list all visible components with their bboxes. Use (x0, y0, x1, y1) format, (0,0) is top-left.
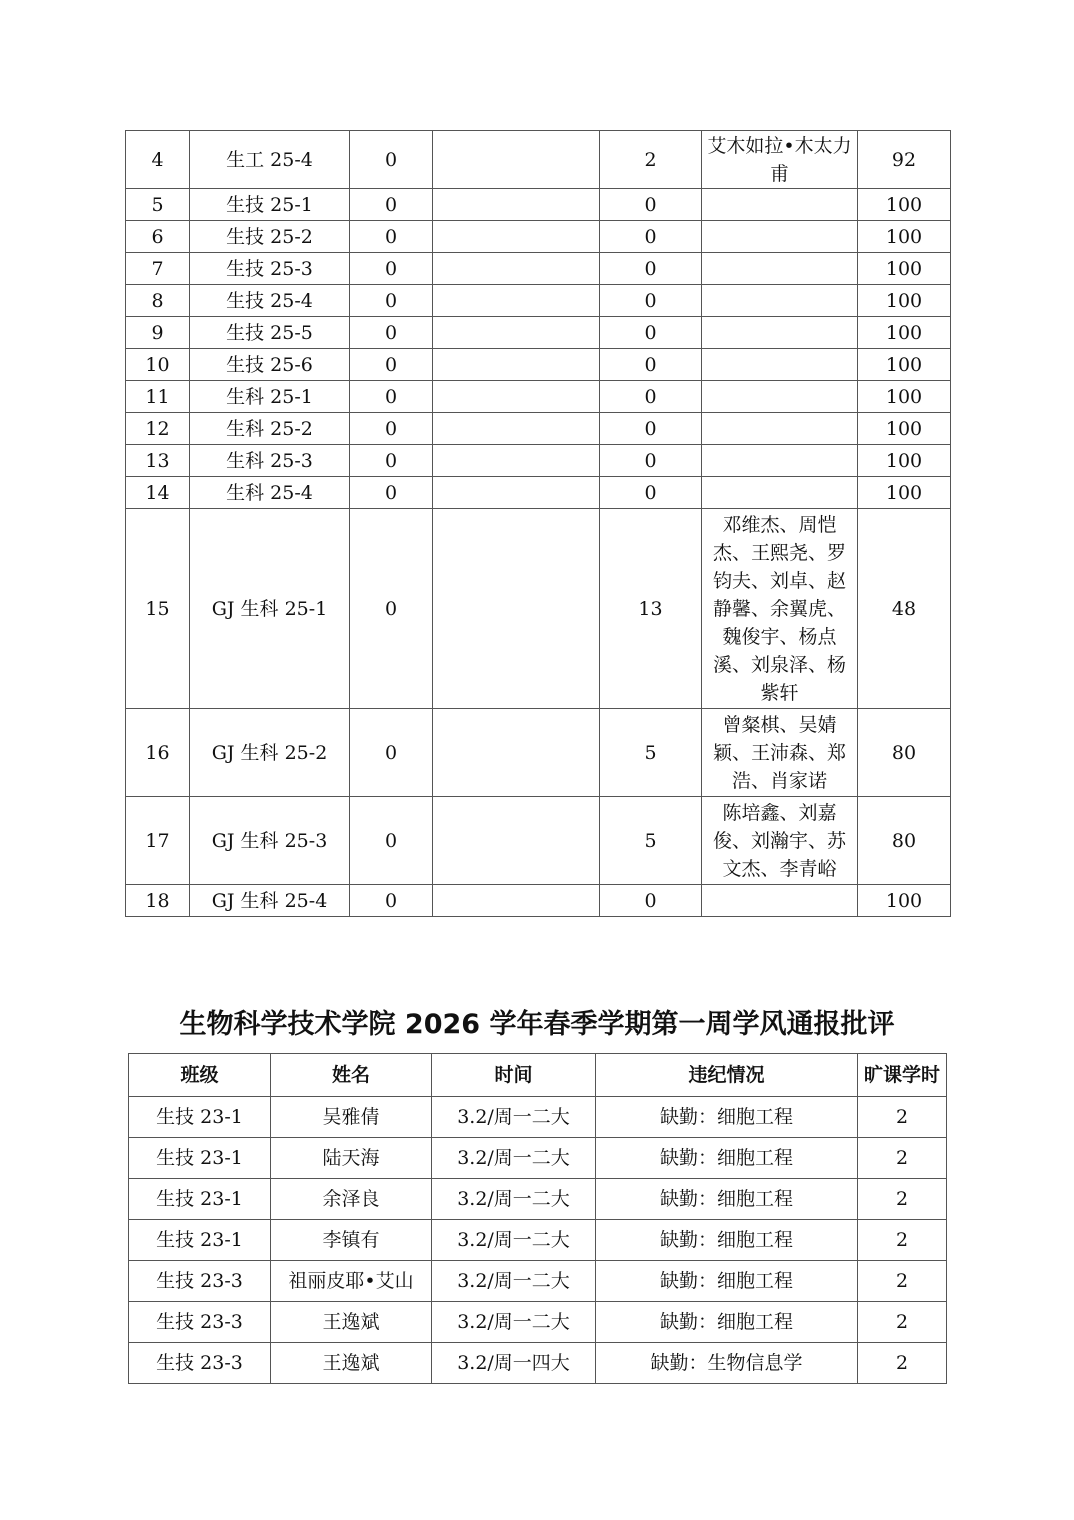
table-row (126, 445, 951, 477)
detail-a (433, 509, 600, 709)
absent-names: 艾木如拉•木太力甫 (702, 131, 858, 189)
table-row (126, 477, 951, 509)
class-score-table (125, 130, 951, 917)
violation: 缺勤：细胞工程 (596, 1261, 858, 1302)
header-time: 时间 (432, 1054, 596, 1097)
table-row (126, 885, 951, 917)
report-title: 生物科学技术学院 2026 学年春季学期第一周学风通报批评 (179, 1009, 895, 1040)
table-row (126, 189, 951, 221)
count-a: 0 (350, 189, 433, 221)
header-hours: 旷课学时 (858, 1054, 947, 1097)
violation: 缺勤：生物信息学 (596, 1343, 858, 1384)
class-name: GJ 生科 25-3 (190, 797, 350, 885)
absent-names (702, 381, 858, 413)
class-score-table-body (126, 131, 951, 917)
table-row (126, 317, 951, 349)
score: 92 (858, 131, 951, 189)
absence-count: 0 (600, 317, 702, 349)
score: 100 (858, 445, 951, 477)
detail-a (433, 477, 600, 509)
time: 3.2/周一二大 (432, 1220, 596, 1261)
score: 100 (858, 381, 951, 413)
criticism-table (128, 1053, 947, 1384)
absent-names (702, 253, 858, 285)
absence-count: 5 (600, 797, 702, 885)
score: 100 (858, 413, 951, 445)
row-number: 18 (126, 885, 190, 917)
table-row (126, 709, 951, 797)
violation: 缺勤：细胞工程 (596, 1138, 858, 1179)
row-number: 13 (126, 445, 190, 477)
count-a: 0 (350, 509, 433, 709)
absence-count: 0 (600, 349, 702, 381)
absent-hours: 2 (858, 1261, 947, 1302)
class-name: 生技 25-4 (190, 285, 350, 317)
detail-a (433, 253, 600, 285)
table-row (126, 349, 951, 381)
absent-names (702, 189, 858, 221)
score: 80 (858, 709, 951, 797)
row-number: 11 (126, 381, 190, 413)
violation: 缺勤：细胞工程 (596, 1179, 858, 1220)
class-name: GJ 生科 25-4 (190, 885, 350, 917)
absence-count: 0 (600, 381, 702, 413)
header-class: 班级 (129, 1054, 271, 1097)
absence-count: 0 (600, 221, 702, 253)
count-a: 0 (350, 885, 433, 917)
detail-a (433, 445, 600, 477)
student-name: 余泽良 (271, 1179, 432, 1220)
count-a: 0 (350, 381, 433, 413)
time: 3.2/周一二大 (432, 1302, 596, 1343)
count-a: 0 (350, 797, 433, 885)
score: 100 (858, 317, 951, 349)
count-a: 0 (350, 253, 433, 285)
score: 100 (858, 221, 951, 253)
class-name: 生科 25-1 (190, 381, 350, 413)
class-name: 生科 25-4 (190, 477, 350, 509)
score: 48 (858, 509, 951, 709)
absence-count: 5 (600, 709, 702, 797)
class-name: 生技 25-5 (190, 317, 350, 349)
absence-count: 0 (600, 885, 702, 917)
score: 100 (858, 349, 951, 381)
count-a: 0 (350, 477, 433, 509)
detail-a (433, 221, 600, 253)
score: 100 (858, 285, 951, 317)
table-row (129, 1179, 947, 1220)
class-name: 生技 23-1 (129, 1138, 271, 1179)
absent-names: 曾粲棋、吴婧颖、王沛森、郑浩、肖家诺 (702, 709, 858, 797)
absence-count: 13 (600, 509, 702, 709)
absent-names (702, 285, 858, 317)
detail-a (433, 413, 600, 445)
student-name: 王逸斌 (271, 1343, 432, 1384)
class-name: 生技 23-1 (129, 1179, 271, 1220)
detail-a (433, 131, 600, 189)
table-row (126, 221, 951, 253)
row-number: 9 (126, 317, 190, 349)
count-a: 0 (350, 131, 433, 189)
row-number: 8 (126, 285, 190, 317)
criticism-table-body (129, 1097, 947, 1384)
absent-names (702, 413, 858, 445)
criticism-table-header (129, 1054, 947, 1097)
class-name: 生技 23-3 (129, 1261, 271, 1302)
violation: 缺勤：细胞工程 (596, 1302, 858, 1343)
time: 3.2/周一四大 (432, 1343, 596, 1384)
score: 100 (858, 253, 951, 285)
count-a: 0 (350, 709, 433, 797)
absent-names (702, 477, 858, 509)
score: 100 (858, 189, 951, 221)
row-number: 14 (126, 477, 190, 509)
row-number: 5 (126, 189, 190, 221)
class-name: GJ 生科 25-2 (190, 709, 350, 797)
absence-count: 0 (600, 285, 702, 317)
absence-count: 0 (600, 253, 702, 285)
header-name: 姓名 (271, 1054, 432, 1097)
detail-a (433, 189, 600, 221)
time: 3.2/周一二大 (432, 1097, 596, 1138)
row-number: 16 (126, 709, 190, 797)
detail-a (433, 797, 600, 885)
student-name: 吴雅倩 (271, 1097, 432, 1138)
absence-count: 0 (600, 445, 702, 477)
table-row (129, 1220, 947, 1261)
row-number: 12 (126, 413, 190, 445)
class-name: 生科 25-3 (190, 445, 350, 477)
detail-a (433, 317, 600, 349)
violation: 缺勤：细胞工程 (596, 1220, 858, 1261)
time: 3.2/周一二大 (432, 1179, 596, 1220)
absence-count: 0 (600, 189, 702, 221)
violation: 缺勤：细胞工程 (596, 1097, 858, 1138)
absent-names (702, 221, 858, 253)
row-number: 10 (126, 349, 190, 381)
detail-a (433, 349, 600, 381)
table-row (129, 1261, 947, 1302)
absence-count: 0 (600, 477, 702, 509)
table-row (126, 253, 951, 285)
class-name: 生技 25-1 (190, 189, 350, 221)
class-name: 生技 23-3 (129, 1343, 271, 1384)
class-name: 生技 23-3 (129, 1302, 271, 1343)
count-a: 0 (350, 317, 433, 349)
absence-count: 2 (600, 131, 702, 189)
absent-hours: 2 (858, 1138, 947, 1179)
detail-a (433, 381, 600, 413)
absent-hours: 2 (858, 1343, 947, 1384)
table-row (129, 1302, 947, 1343)
class-name: 生技 23-1 (129, 1097, 271, 1138)
count-a: 0 (350, 349, 433, 381)
time: 3.2/周一二大 (432, 1261, 596, 1302)
class-name: 生技 25-3 (190, 253, 350, 285)
student-name: 祖丽皮耶•艾山 (271, 1261, 432, 1302)
count-a: 0 (350, 445, 433, 477)
student-name: 陆天海 (271, 1138, 432, 1179)
table-row (126, 509, 951, 709)
absent-names (702, 885, 858, 917)
row-number: 17 (126, 797, 190, 885)
absent-names (702, 349, 858, 381)
absent-names (702, 445, 858, 477)
class-name: 生科 25-2 (190, 413, 350, 445)
absent-hours: 2 (858, 1097, 947, 1138)
absent-names: 陈培鑫、刘嘉俊、刘瀚宇、苏文杰、李青峪 (702, 797, 858, 885)
detail-a (433, 285, 600, 317)
table-row (126, 797, 951, 885)
detail-a (433, 709, 600, 797)
table-row (129, 1138, 947, 1179)
table-row (126, 285, 951, 317)
row-number: 15 (126, 509, 190, 709)
time: 3.2/周一二大 (432, 1138, 596, 1179)
class-name: 生工 25-4 (190, 131, 350, 189)
score: 80 (858, 797, 951, 885)
absence-count: 0 (600, 413, 702, 445)
table-row (126, 413, 951, 445)
count-a: 0 (350, 413, 433, 445)
score: 100 (858, 477, 951, 509)
class-name: 生技 25-6 (190, 349, 350, 381)
header-violation: 违纪情况 (596, 1054, 858, 1097)
absent-hours: 2 (858, 1220, 947, 1261)
count-a: 0 (350, 285, 433, 317)
table-row (126, 131, 951, 189)
class-name: GJ 生科 25-1 (190, 509, 350, 709)
detail-a (433, 885, 600, 917)
table-row (129, 1343, 947, 1384)
absent-names: 邓维杰、周恺杰、王熙尧、罗钧夫、刘卓、赵静馨、余翼虎、魏俊宇、杨点溪、刘泉泽、杨紫轩 (702, 509, 858, 709)
student-name: 李镇有 (271, 1220, 432, 1261)
row-number: 4 (126, 131, 190, 189)
class-name: 生技 25-2 (190, 221, 350, 253)
table-row (129, 1097, 947, 1138)
table-row (126, 381, 951, 413)
row-number: 7 (126, 253, 190, 285)
row-number: 6 (126, 221, 190, 253)
class-name: 生技 23-1 (129, 1220, 271, 1261)
absent-names (702, 317, 858, 349)
absent-hours: 2 (858, 1179, 947, 1220)
absent-hours: 2 (858, 1302, 947, 1343)
count-a: 0 (350, 221, 433, 253)
student-name: 王逸斌 (271, 1302, 432, 1343)
score: 100 (858, 885, 951, 917)
